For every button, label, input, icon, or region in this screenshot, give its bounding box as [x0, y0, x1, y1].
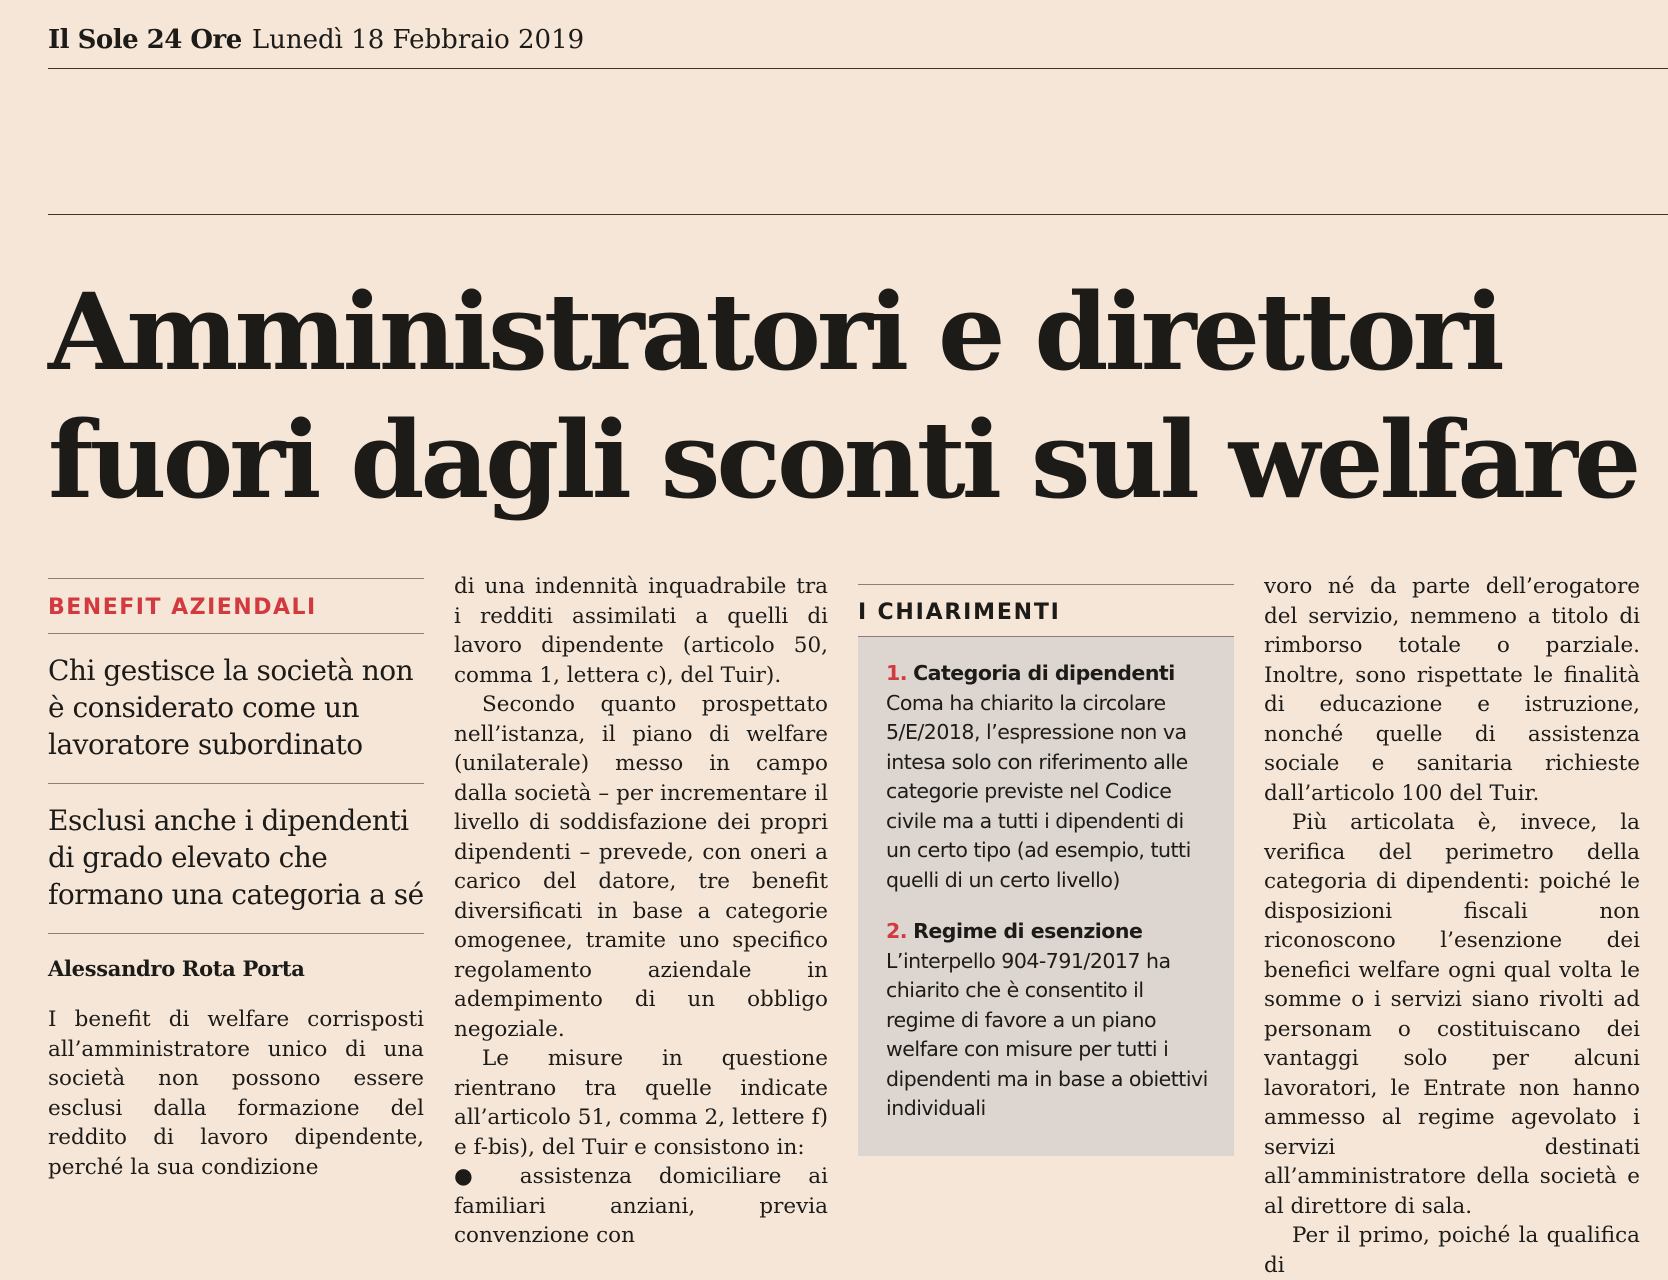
item-title: Regime di esenzione: [913, 919, 1143, 943]
headline-line-2: fuori dagli sconti sul welfare: [48, 397, 1638, 522]
sidebar-title: I CHIARIMENTI: [858, 600, 1061, 625]
left-column: [48, 578, 424, 1182]
item-text: Coma ha chiarito la circolare 5/E/2018, l’espressione non va intesa solo con riferimento alle categorie previste nel Codice civile ma a tutti i dipendenti di un certo tipo (ad esempio, tutti quelli di un certo livello): [886, 690, 1191, 892]
item-number: 1.: [886, 661, 908, 685]
item-number: 2.: [886, 919, 908, 943]
body-paragraph: Più articolata è, invece, la verifica del perimetro della categoria di dipendenti: poiché le disposizioni fiscali non riconoscono l’esenzione dei benefici welfare ogni qual volta le somme o i servizi siano rivolti ad personam o costituiscano dei vantaggi solo per alcuni lavoratori, le Entrate non hanno ammesso al regime agevolato i servizi destinati all’amministratore della società e al direttore di sala.: [1264, 810, 1640, 1219]
issue-date: Lunedì 18 Febbraio 2019: [251, 25, 585, 55]
item-title: Categoria di dipendenti: [913, 661, 1175, 685]
clarifications-sidebar: [858, 584, 1234, 1156]
deck-summary-2: Esclusi anche i dipendenti di grado elevato che formano una categoria a sé: [48, 803, 424, 911]
article-headline: [48, 268, 1648, 524]
author-byline: Alessandro Rota Porta: [48, 955, 305, 981]
body-paragraph: di una indennità inquadrabile tra i redditi assimilati a quelli di lavoro dipendente (articolo 50, comma 1, lettera c), del Tuir).: [454, 574, 828, 688]
body-paragraph: voro né da parte dell’erogatore del servizio, nemmeno a titolo di rimborso totale o parziale. Inoltre, sono rispettate le finalità di educazione e istruzione, nonché quelle di assistenza sociale e sanitaria richieste dall’articolo 100 del Tuir.: [1264, 574, 1640, 806]
body-paragraph: Le misure in questione rientrano tra quelle indicate all’articolo 51, comma 2, lettere f) e f-bis), del Tuir e consistono in:: [454, 1046, 828, 1160]
article-column-4: [1264, 572, 1640, 1280]
masthead: [48, 22, 584, 58]
newspaper-brand: Il Sole 24 Ore: [48, 25, 242, 55]
article-column-2: [454, 572, 828, 1251]
sidebar-item-2: [886, 917, 1214, 1124]
headline-line-1: Amministratori e direttori: [48, 269, 1501, 394]
sidebar-item-1: [886, 659, 1214, 895]
sidebar-box: [858, 636, 1234, 1156]
bullet-paragraph: ● assistenza domiciliare ai familiari anziani, previa convenzione con: [454, 1164, 828, 1248]
section-kicker: BENEFIT AZIENDALI: [48, 595, 317, 620]
body-paragraph: I benefit di welfare corrisposti all’amministratore unico di una società non possono essere esclusi dalla formazione del reddito di lavoro dipendente, perché la sua condizione: [48, 1007, 424, 1180]
top-rule: [48, 68, 1668, 69]
body-paragraph: Per il primo, poiché la qualifica di: [1264, 1223, 1640, 1278]
body-paragraph: Secondo quanto prospettato nell’istanza, il piano di welfare (unilaterale) messo in campo dalla società – per incrementare il livello di soddisfazione dei propri dipendenti – prevede, con oneri a carico del datore, tre benefit diversificati in base a categorie omogenee, tramite uno specifico regolamento aziendale in adempimento di un obbligo negoziale.: [454, 692, 828, 1042]
deck-summary-1: Chi gestisce la società non è considerato come un lavoratore subordinato: [48, 653, 414, 761]
header-rule: [48, 214, 1668, 215]
item-text: L’interpello 904-791/2017 ha chiarito che è consentito il regime di favore a un piano welfare con misure per tutti i dipendenti ma in base a obiettivi individuali: [886, 948, 1208, 1120]
